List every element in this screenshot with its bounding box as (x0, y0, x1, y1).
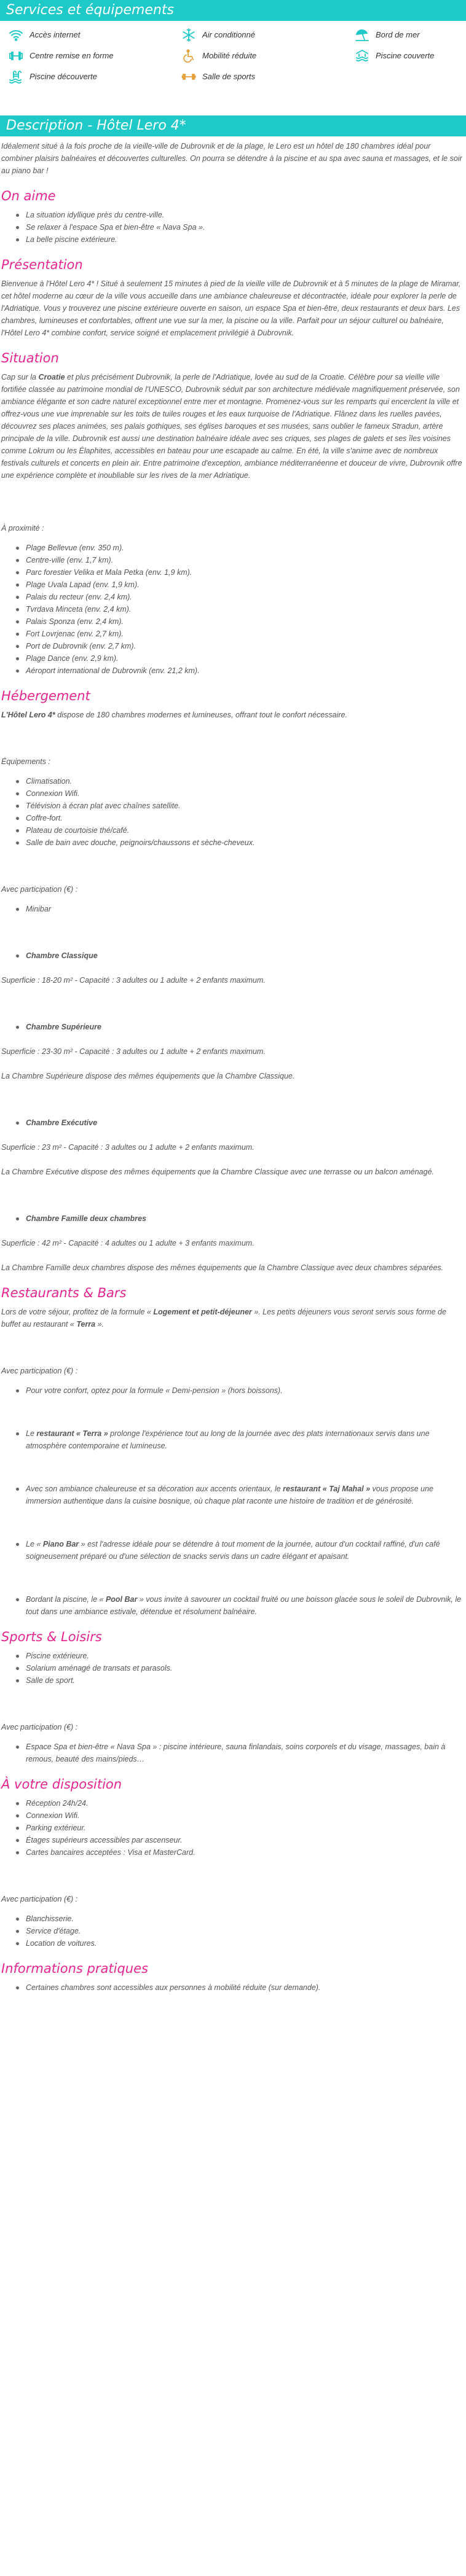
wifi-icon (9, 28, 23, 42)
sports-participation-list (16, 1741, 464, 1765)
restaurant-item (16, 1593, 464, 1618)
situation-text-before: Cap sur la (1, 373, 39, 381)
description-intro: Idéalement situé à la fois proche de la vieille-ville de Dubrovnik et de la plage, le Lero est un hôtel de 180 chambres idéal pour combiner plaisirs balnéaires et découvertes culturelles. On pourra se détendre à la piscine et au spa avec sauna et massages, et le soir au piano bar ! (1, 142, 462, 175)
services-title: Services et équipements (0, 0, 466, 21)
equipement-item: Climatisation. (16, 775, 464, 787)
situation-text (1, 371, 464, 482)
hebergement-intro (1, 709, 464, 721)
room-specs: Superficie : 23-30 m² - Capacité : 3 adultes ou 1 adulte + 2 enfants maximum. (1, 1047, 266, 1056)
equipements-label: Équipements : (1, 757, 50, 766)
equipements-list (16, 775, 464, 849)
amenity-label: Centre remise en forme (30, 51, 114, 61)
amenity-item (9, 28, 181, 42)
restaurants-list (16, 1384, 464, 1618)
room-specs: Superficie : 42 m² - Capacité : 4 adultes ou 1 adulte + 3 enfants maximum. (1, 1239, 255, 1247)
room-note: La Chambre Exécutive dispose des mêmes équipements que la Chambre Classique avec une terrasse ou un balcon aménagé. (1, 1168, 434, 1176)
restaurants-title: Restaurants & Bars (1, 1286, 127, 1300)
disposition-item: Étages supérieurs accessibles par ascenseur. (16, 1834, 464, 1846)
restaurants-intro-c: ». Les petits déjeuners vous seront servis sous forme de buffet au restaurant « (1, 1308, 446, 1329)
restaurant-item (16, 1538, 464, 1563)
restaurant-text: Bordant la piscine, le « (26, 1595, 106, 1604)
pool-icon (9, 69, 23, 84)
proximite-item: Palais du recteur (env. 2,4 km). (16, 591, 464, 603)
room-name: Chambre Supérieure (16, 1021, 464, 1033)
equipement-item: Connexion Wifi. (16, 787, 464, 800)
proximite-item: Port de Dubrovnik (env. 2,7 km). (16, 640, 464, 652)
equipement-item: Plateau de courtoisie thé/café. (16, 824, 464, 837)
room-name-list (16, 1212, 464, 1225)
restaurant-text: » est l'adresse idéale pour se détendre à tout moment de la journée, autour d'un cocktail raffiné, d'un café soigneusement préparé ou d'une sélection de snacks servis dans un cadre élégant et apaisant. (26, 1540, 440, 1561)
infos-list (16, 1981, 464, 1994)
participation-item: Espace Spa et bien-être « Nava Spa » : piscine intérieure, sauna finlandais, soins corporels et du visage, massages, bain à remous, beauté des mains/pieds… (16, 1741, 464, 1765)
disposition-item: Parking extérieur. (16, 1822, 464, 1834)
restaurant-text: Pour votre confort, optez pour la formule « Demi-pension » (hors boissons). (26, 1386, 283, 1395)
room-note: La Chambre Supérieure dispose des mêmes équipements que la Chambre Classique. (1, 1072, 295, 1080)
proximite-label: À proximité : (1, 524, 44, 533)
description-content (0, 140, 466, 1994)
restaurant-text: vous propose une immersion authentique dans la cuisine bosnique, où chaque plat raconte une histoire de tradition et de générosité. (26, 1485, 433, 1505)
wheelchair-icon (181, 49, 196, 63)
restaurants-participation-label: Avec participation (€) : (1, 1367, 78, 1375)
sports-title: Sports & Loisirs (1, 1630, 102, 1644)
room-specs: Superficie : 23 m² - Capacité : 3 adultes ou 1 adulte + 2 enfants maximum. (1, 1143, 255, 1152)
fitness-icon (9, 49, 23, 63)
amenity-item (9, 70, 181, 84)
sports-item: Solarium aménagé de transats et parasols. (16, 1662, 464, 1674)
restaurants-intro-a: Lors de votre séjour, profitez de la formule « (1, 1308, 154, 1316)
proximite-item: Plage Dance (env. 2,9 km). (16, 652, 464, 665)
participation-item: Location de voitures. (16, 1937, 464, 1950)
situation-text-after: et plus précisément Dubrovnik, la perle de l'Adriatique, lovée au sud de la Croatie. Célèbre pour sa vieille ville fortifiée classée au patrimoine mondial de l'UNESCO, Dubrovnik séduit par son architecture médiévale magnifiquement préservée, son ambiance élégante et son cadre naturel exceptionnel entre mer et montagne. Promenez-vous sur les remparts qui encerclent la ville et offrez-vous une vue imprenable sur les toits de tuiles rouges et les eaux turquoise de l'Adriatique. Flânez dans les ruelles pavées, découvrez ses places animées, ses palais gothiques, ses églises baroques et ses musées, sans oublier le fameux Stradun, artère principale de la ville. Dubrovnik est aussi une destination balnéaire idéale avec ses criques, ses plages de galets et ses îles voisines comme Lokrum ou les Élaphites, accessibles en bateau pour une escapade au calme. En été, la ville s'anime avec de nombreux festivals culturels et concerts en plein air. Entre patrimoine d'exception, ambiance méditerranéenne et douceur de vivre, Dubrovnik offre une expérience complète et inoubliable sur les rives de la mer Adriatique. (1, 373, 462, 480)
amenity-label: Air conditionné (202, 30, 255, 40)
presentation-title: Présentation (1, 257, 83, 272)
amenity-item (181, 28, 355, 42)
room-name-list (16, 1117, 464, 1129)
hebergement-hotel-name: L'Hôtel Lero 4* (1, 711, 55, 719)
restaurants-intro-e: ». (95, 1320, 105, 1329)
restaurant-name: Piano Bar (42, 1540, 79, 1548)
amenity-item (9, 49, 181, 63)
sports-item: Piscine extérieure. (16, 1650, 464, 1662)
room-name-list (16, 950, 464, 962)
amenity-label: Piscine couverte (376, 51, 435, 61)
restaurant-text: prolonge l'expérience tout au long de la journée avec des plats internationaux servis dans une atmosphère contemporaine et lumineuse. (26, 1429, 430, 1450)
restaurant-text: Le « (26, 1540, 43, 1548)
restaurant-item (16, 1483, 464, 1507)
equipement-item: Coffre-fort. (16, 812, 464, 824)
proximite-list (16, 542, 464, 677)
infos-item: Certaines chambres sont accessibles aux personnes à mobilité réduite (sur demande). (16, 1981, 464, 1994)
participation-item: Service d'étage. (16, 1925, 464, 1937)
room-name: Chambre Famille deux chambres (16, 1212, 464, 1225)
restaurant-item (16, 1427, 464, 1452)
amenity-item (181, 49, 355, 63)
amenities-grid (0, 21, 466, 91)
amenity-item (181, 70, 355, 84)
hebergement-title: Hébergement (1, 689, 90, 703)
restaurant-name: Pool Bar (105, 1595, 138, 1604)
room-note: La Chambre Famille deux chambres dispose des mêmes équipements que la Chambre Classique avec deux chambres séparées. (1, 1263, 444, 1272)
dumbbell-icon (181, 69, 196, 84)
disposition-item: Connexion Wifi. (16, 1809, 464, 1822)
restaurant-name: restaurant « Taj Mahal » (283, 1485, 371, 1493)
snowflake-icon (181, 28, 196, 42)
amenity-label: Salle de sports (202, 72, 255, 82)
proximite-item: Palais Sponza (env. 2,4 km). (16, 615, 464, 628)
on-aime-item: La belle piscine extérieure. (16, 233, 464, 246)
disposition-item: Cartes bancaires acceptées : Visa et MasterCard. (16, 1846, 464, 1859)
situation-title: Situation (1, 351, 59, 365)
hebergement-participation-label: Avec participation (€) : (1, 885, 78, 894)
disposition-title: À votre disposition (1, 1777, 122, 1792)
sports-participation-label: Avec participation (€) : (1, 1723, 78, 1731)
restaurants-intro (1, 1306, 464, 1330)
situation-country: Croatie (38, 373, 65, 381)
amenity-label: Mobilité réduite (202, 51, 257, 61)
proximite-item: Fort Lovrjenac (env. 2,7 km). (16, 628, 464, 640)
on-aime-item: Se relaxer à l'espace Spa et bien-être « Nava Spa ». (16, 221, 464, 233)
room-name: Chambre Exécutive (16, 1117, 464, 1129)
room-name-list (16, 1021, 464, 1033)
restaurants-terra: Terra (76, 1320, 96, 1329)
amenity-label: Bord de mer (376, 30, 420, 40)
proximite-item: Centre-ville (env. 1,7 km). (16, 554, 464, 566)
disposition-participation-list (16, 1913, 464, 1950)
on-aime-list (16, 209, 464, 246)
disposition-item: Réception 24h/24. (16, 1797, 464, 1809)
amenity-item (355, 28, 466, 42)
room-name: Chambre Classique (16, 950, 464, 962)
participation-item: Blanchisserie. (16, 1913, 464, 1925)
restaurant-text: Le (26, 1429, 37, 1438)
amenity-label: Piscine découverte (30, 72, 97, 82)
rooms-list (1, 915, 464, 1274)
room-specs: Superficie : 18-20 m² - Capacité : 3 adultes ou 1 adulte + 2 enfants maximum. (1, 976, 266, 985)
equipement-item: Télévision à écran plat avec chaînes satellite. (16, 800, 464, 812)
equipement-item: Salle de bain avec douche, peignoirs/chaussons et sèche-cheveux. (16, 837, 464, 849)
proximite-item: Parc forestier Velika et Mala Petka (env. 1,9 km). (16, 566, 464, 579)
proximite-item: Plage Uvala Lapad (env. 1,9 km). (16, 579, 464, 591)
restaurant-item (16, 1384, 464, 1397)
restaurant-text: » vous invite à savourer un cocktail fruité ou une boisson glacée sous le soleil de Dubrovnik, le tout dans une ambiance estivale, détendue et résolument balnéaire. (26, 1595, 462, 1616)
on-aime-item: La situation idyllique près du centre-ville. (16, 209, 464, 221)
amenity-item (355, 49, 466, 63)
beach-umbrella-icon (355, 28, 369, 42)
hebergement-participation-list (16, 903, 464, 915)
sports-list (16, 1650, 464, 1687)
disposition-participation-label: Avec participation (€) : (1, 1895, 78, 1903)
description-title: Description - Hôtel Lero 4* (0, 115, 466, 136)
presentation-text: Bienvenue à l'Hôtel Lero 4* ! Situé à seulement 15 minutes à pied de la vieille ville de Dubrovnik et à 5 minutes de la plage de Miramar, cet hôtel moderne au cœur de la ville vous accueille dans une ambiance chaleureuse et décontractée, idéale pour explorer la perle de l'Adriatique. Vous y trouverez une piscine extérieure ouverte en saison, un espace Spa et bien-être, deux restaurants et deux bars. Les chambres, lumineuses et confortables, offrent une vue sur la mer, la piscine ou la ville. Parfait pour un séjour culturel ou balnéaire, l'Hôtel Lero 4* combine confort, service soigné et emplacement privilégié à Dubrovnik. (1, 279, 461, 337)
infos-title: Informations pratiques (1, 1961, 148, 1976)
participation-item: Minibar (16, 903, 464, 915)
restaurants-formula: Logement et petit-déjeuner (153, 1308, 252, 1316)
restaurant-name: restaurant « Terra » (36, 1429, 108, 1438)
proximite-item: Aéroport international de Dubrovnik (env. 21,2 km). (16, 665, 464, 677)
sports-item: Salle de sport. (16, 1674, 464, 1687)
on-aime-title: On aime (1, 189, 56, 203)
covered-pool-icon (355, 49, 369, 63)
hebergement-intro-rest: dispose de 180 chambres modernes et lumineuses, offrant tout le confort nécessaire. (55, 711, 347, 719)
amenity-label: Accès internet (30, 30, 81, 40)
proximite-item: Plage Bellevue (env. 350 m). (16, 542, 464, 554)
proximite-item: Tvrdava Minceta (env. 2,4 km). (16, 603, 464, 615)
disposition-list (16, 1797, 464, 1859)
restaurant-text: Avec son ambiance chaleureuse et sa décoration aux accents orientaux, le (26, 1485, 283, 1493)
